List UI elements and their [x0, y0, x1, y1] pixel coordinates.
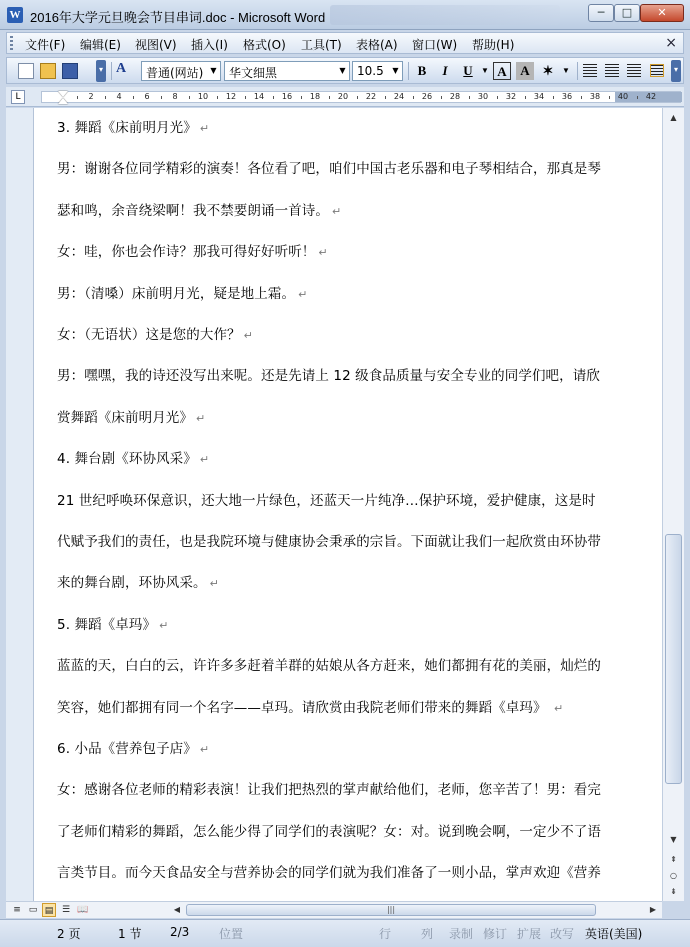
ruler-label: 38	[589, 92, 601, 101]
save-icon[interactable]	[62, 63, 78, 79]
open-folder-icon[interactable]	[40, 63, 56, 79]
document-line-text: 了老师们精彩的舞蹈，怎么能少得了同学们的表演呢？女：对。说到晚会啊，一定少不了语	[57, 823, 601, 840]
status-extend[interactable]: 扩展	[517, 927, 542, 941]
tab-selector[interactable]: L	[11, 90, 25, 104]
outline-view-icon[interactable]: ☰	[61, 905, 71, 915]
styles-icon[interactable]: A	[116, 61, 127, 76]
toolbar-options-chevron-icon[interactable]: ▾	[671, 60, 681, 82]
character-border-icon[interactable]: A	[493, 62, 511, 80]
font-size-select[interactable]	[352, 61, 403, 81]
document-line[interactable]	[57, 613, 168, 633]
paragraph-mark-icon: ↵	[332, 204, 342, 218]
document-line-text: 女：感谢各位老师的精彩表演！让我们把热烈的掌声献给他们，老师，您辛苦了！男：看完	[57, 782, 601, 799]
document-line[interactable]	[57, 861, 601, 881]
style-select[interactable]	[141, 61, 221, 81]
document-line[interactable]	[57, 530, 601, 550]
document-line-text: 4. 舞台剧《环协风采》	[57, 451, 197, 468]
text-effect-dropdown-icon[interactable]: ▼	[562, 66, 570, 75]
document-line-text: 3. 舞蹈《床前明月光》	[57, 120, 197, 136]
ruler-label: 4	[116, 92, 122, 101]
document-line[interactable]	[57, 116, 209, 136]
status-section: 1 节	[118, 927, 142, 941]
menu-insert[interactable]: 插入(I)	[191, 38, 228, 52]
close-button[interactable]: ✕	[640, 4, 684, 22]
title-bar	[0, 0, 690, 30]
toolbar-separator	[577, 62, 578, 80]
document-line[interactable]	[57, 571, 219, 591]
vertical-scrollbar[interactable]	[662, 108, 684, 901]
font-size-value: 10.5	[357, 64, 384, 78]
ruler-label: 18	[309, 92, 321, 101]
document-line[interactable]	[57, 282, 307, 302]
ruler-tick	[161, 96, 162, 99]
ruler-tick	[189, 96, 190, 99]
document-line-text: 男：谢谢各位同学精彩的演奏！各位看了吧，咱们中国古老乐器和电子琴相结合，那真是琴	[57, 161, 601, 178]
document-line-text: 女：哇，你也会作诗？那我可得好好听听！	[57, 244, 316, 261]
paragraph-mark-icon: ↵	[318, 246, 328, 260]
ruler-tick	[609, 96, 610, 99]
background-window-ghost	[330, 5, 560, 25]
ruler-label: 24	[393, 92, 405, 101]
paragraph-mark-icon: ↵	[209, 577, 219, 591]
reading-layout-view-icon[interactable]: 📖	[77, 905, 89, 915]
document-line-text: 21 世纪呼唤环保意识，还大地一片绿色，还蓝天一片纯净…保护环境，爱护健康，这是时	[57, 492, 596, 509]
ruler-label: 42	[645, 92, 657, 101]
ruler-label: 36	[561, 92, 573, 101]
ruler-tick	[469, 96, 470, 99]
document-line[interactable]	[57, 323, 253, 343]
document-line[interactable]	[57, 157, 601, 177]
scroll-down-icon[interactable]: ▼	[670, 835, 677, 844]
document-line[interactable]	[57, 447, 209, 467]
ruler-tick	[581, 96, 582, 99]
menu-help[interactable]: 帮助(H)	[472, 38, 515, 52]
ruler-tick	[273, 96, 274, 99]
ruler-tick	[497, 96, 498, 99]
status-column: 列	[421, 927, 434, 941]
document-line[interactable]	[57, 654, 601, 674]
align-left-icon[interactable]	[583, 64, 597, 77]
ruler-tick	[637, 96, 638, 99]
ruler-tick	[329, 96, 330, 99]
menu-file[interactable]: 文件(F)	[25, 38, 66, 52]
ruler-label: 12	[225, 92, 237, 101]
paragraph-mark-icon: ↵	[554, 701, 564, 715]
document-page[interactable]	[34, 108, 662, 901]
menu-tools[interactable]: 工具(T)	[301, 38, 342, 52]
document-line[interactable]	[57, 240, 328, 260]
ruler-tick	[77, 96, 78, 99]
scroll-left-icon[interactable]: ◀	[173, 905, 181, 914]
status-bar	[0, 919, 690, 947]
web-layout-view-icon[interactable]: ▭	[28, 905, 38, 915]
scroll-up-icon[interactable]: ▲	[670, 113, 677, 122]
ruler-tick	[217, 96, 218, 99]
document-line-text: 赏舞蹈《床前明月光》	[57, 409, 193, 426]
text-effect-icon[interactable]: ✶	[542, 63, 554, 78]
ruler-label: 34	[533, 92, 545, 101]
menu-bar	[6, 32, 684, 54]
font-select-value: 华文细黑	[229, 66, 278, 80]
ruler-tick	[301, 96, 302, 99]
status-overtype[interactable]: 改写	[550, 927, 575, 941]
ruler-label: 40	[617, 92, 629, 101]
status-position: 位置	[219, 927, 244, 941]
horizontal-scrollbar[interactable]	[6, 901, 662, 918]
ruler-label: 14	[253, 92, 265, 101]
next-page-icon[interactable]: ⇟	[670, 887, 677, 896]
new-document-icon[interactable]	[18, 63, 34, 79]
italic-button[interactable]: I	[442, 63, 448, 78]
minimize-button[interactable]: ─	[588, 4, 614, 22]
ruler-label: 20	[337, 92, 349, 101]
font-select[interactable]	[224, 61, 350, 81]
status-line: 行	[379, 927, 392, 941]
document-line[interactable]	[57, 737, 209, 757]
ruler-label: 32	[505, 92, 517, 101]
toolbar-options-chevron-icon[interactable]: ▾	[96, 60, 106, 82]
formatting-toolbar	[6, 57, 684, 84]
vertical-scroll-thumb[interactable]	[665, 534, 682, 784]
toolbar-separator	[408, 62, 409, 80]
word-app-icon[interactable]: W	[7, 7, 23, 23]
first-line-indent-marker[interactable]	[58, 91, 68, 97]
document-line[interactable]	[57, 406, 205, 426]
print-layout-view-icon[interactable]: ▤	[42, 903, 56, 917]
document-line[interactable]	[57, 696, 563, 716]
status-record[interactable]: 录制	[449, 927, 474, 941]
status-page: 2 页	[57, 927, 81, 941]
ruler-label: 26	[421, 92, 433, 101]
paragraph-mark-icon: ↵	[199, 122, 210, 135]
menu-view[interactable]: 视图(V)	[135, 38, 177, 52]
justify-icon[interactable]	[650, 64, 664, 77]
document-line-text: 笑容，她们都拥有同一个名字——卓玛。请欣赏由我院老师们带来的舞蹈《卓玛》	[57, 699, 551, 716]
document-line-text: 来的舞台剧，环协风采。	[57, 575, 207, 592]
ruler-label: 6	[144, 92, 150, 101]
status-track-changes[interactable]: 修订	[483, 927, 508, 941]
paragraph-mark-icon: ↵	[196, 411, 206, 425]
chevron-down-icon[interactable]: ▼	[339, 66, 346, 75]
paragraph-mark-icon: ↵	[243, 329, 253, 342]
document-line-text: 男：嘿嘿，我的诗还没写出来呢。还是先请上 12 级食品质量与安全专业的同学们吧，请欣	[57, 368, 600, 385]
underline-button[interactable]: U	[463, 63, 473, 78]
menu-edit[interactable]: 编辑(E)	[80, 38, 121, 52]
paragraph-mark-icon: ↵	[298, 287, 308, 301]
horizontal-ruler-row	[6, 87, 684, 107]
scroll-right-icon[interactable]: ▶	[649, 905, 657, 914]
document-line-text: 女：（无语状）这是您的大作？	[57, 327, 241, 343]
paragraph-mark-icon: ↵	[159, 618, 169, 632]
chevron-down-icon[interactable]: ▼	[392, 66, 399, 75]
ruler-tick	[245, 96, 246, 99]
style-select-value: 普通(网站)	[146, 66, 204, 80]
ruler-tick	[553, 96, 554, 99]
menu-grip-handle[interactable]	[10, 36, 13, 50]
paragraph-mark-icon: ↵	[199, 453, 210, 467]
status-page-of: 2/3	[170, 925, 190, 939]
maximize-button[interactable]: □	[614, 4, 640, 22]
document-line[interactable]	[57, 778, 601, 798]
ruler-label: 22	[365, 92, 377, 101]
document-line-text: 蓝蓝的天，白白的云，许许多多赶着羊群的姑娘从各方赶来，她们都拥有花的美丽，灿烂的	[57, 658, 601, 675]
align-center-icon[interactable]	[605, 64, 619, 77]
paragraph-mark-icon: ↵	[199, 743, 210, 756]
ruler-tick	[413, 96, 414, 99]
ruler-label: 28	[449, 92, 461, 101]
document-line-text: 瑟和鸣，余音绕梁啊！我不禁要朗诵一首诗。	[57, 202, 329, 219]
horizontal-ruler[interactable]	[41, 91, 681, 103]
ruler-tick	[133, 96, 134, 99]
ruler-label: 10	[197, 92, 209, 101]
align-right-icon[interactable]	[627, 64, 641, 77]
window-title: 2016年大学元旦晚会节目串词.doc - Microsoft Word	[30, 10, 326, 25]
ruler-label: 8	[172, 92, 178, 101]
ruler-tick	[441, 96, 442, 99]
status-language[interactable]: 英语(美国)	[585, 927, 643, 941]
underline-dropdown-icon[interactable]: ▼	[481, 66, 489, 75]
ruler-label: 16	[281, 92, 293, 101]
document-line-text: 言类节目。而今天食品安全与营养协会的同学们就为我们准备了一则小品，掌声欢迎《营养	[57, 865, 601, 882]
character-shading-icon[interactable]: A	[516, 62, 534, 80]
document-line-text: 男：（清嗓）床前明月光，疑是地上霜。	[57, 285, 296, 302]
ruler-label: 2	[88, 92, 94, 101]
select-browse-object-icon[interactable]: ○	[670, 871, 677, 880]
vertical-ruler	[6, 108, 34, 901]
chevron-down-icon[interactable]: ▼	[210, 66, 217, 75]
close-document-icon[interactable]: ×	[665, 35, 677, 51]
previous-page-icon[interactable]: ⇞	[670, 855, 677, 864]
ruler-label: 30	[477, 92, 489, 101]
ruler-tick	[105, 96, 106, 99]
document-line[interactable]	[57, 364, 600, 384]
hanging-indent-marker[interactable]	[58, 98, 68, 104]
ruler-tick	[357, 96, 358, 99]
normal-view-icon[interactable]: ≡	[13, 905, 21, 915]
document-line-text: 5. 舞蹈《卓玛》	[57, 616, 157, 633]
horizontal-scroll-thumb[interactable]: |||	[186, 904, 596, 916]
document-line-text: 6. 小品《营养包子店》	[57, 741, 197, 757]
document-line[interactable]	[57, 199, 341, 219]
ruler-tick	[525, 96, 526, 99]
menu-table[interactable]: 表格(A)	[356, 38, 398, 52]
document-line[interactable]	[57, 489, 596, 509]
document-line[interactable]	[57, 820, 601, 840]
menu-format[interactable]: 格式(O)	[243, 38, 286, 52]
document-line-text: 代赋予我们的责任，也是我院环境与健康协会秉承的宗旨。下面就让我们一起欣赏由环协带	[57, 534, 601, 550]
bold-button[interactable]: B	[417, 63, 427, 78]
ruler-tick	[385, 96, 386, 99]
menu-window[interactable]: 窗口(W)	[412, 38, 458, 52]
toolbar-separator	[111, 62, 112, 80]
